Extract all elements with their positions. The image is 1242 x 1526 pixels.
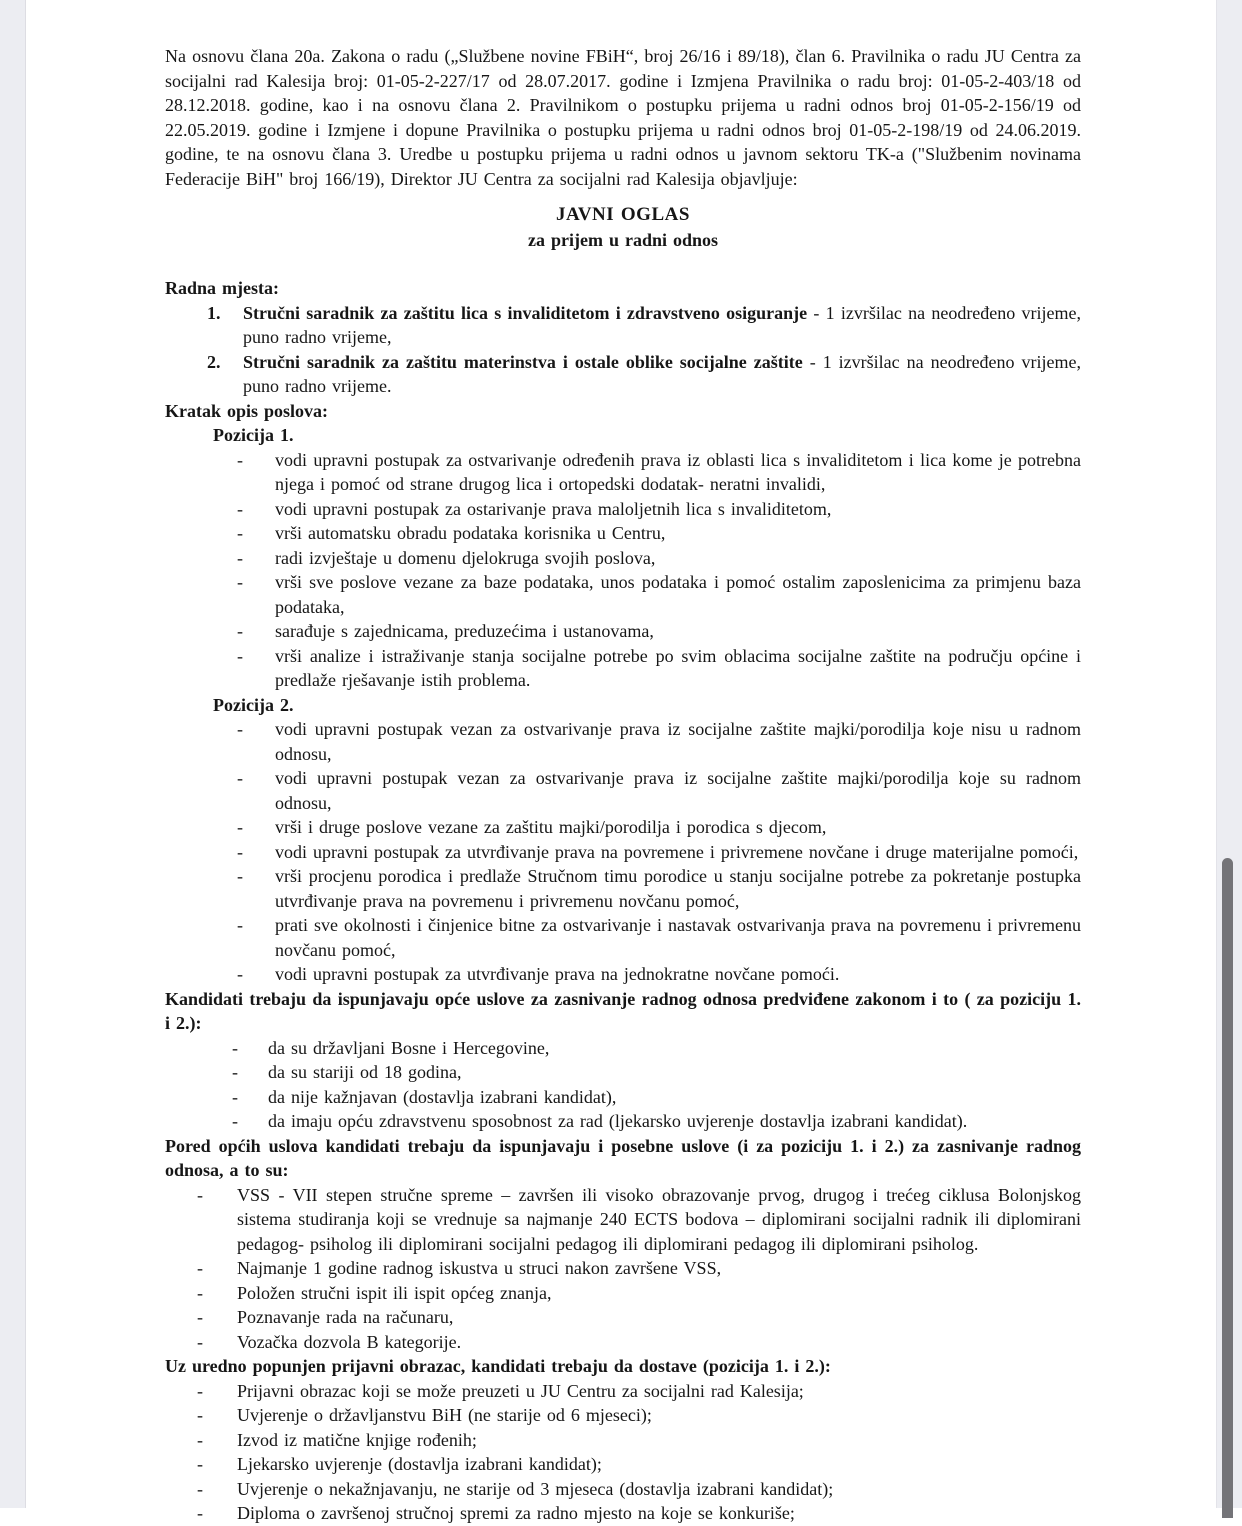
section-heading-posebni-uslovi: Pored općih uslova kandidati trebaju da ispunjavaju i posebne uslove (i za poziciju 1. i 2.) za zasnivanje radnog odnosa, a to su: xyxy=(165,1135,1081,1180)
dash-bullet: - xyxy=(237,915,243,935)
dash-bullet: - xyxy=(197,1282,203,1303)
dash-bullet: - xyxy=(197,1331,203,1352)
list-item-text: Položen stručni ispit ili ispit općeg znanja, xyxy=(237,1282,552,1303)
dash-bullet: - xyxy=(197,1380,203,1401)
list-item-text: radi izvještaje u domenu djelokruga svojih poslova, xyxy=(275,547,656,568)
scrollbar-thumb[interactable] xyxy=(1222,858,1233,1518)
list-item-text: VSS - VII stepen stručne spreme – završen ili visoko obrazovanje prvog, drugog i trećeg ciklusa Bolonjskog sistema studiranja koji se vrednuje sa najmanje 240 ECTS bodova – diplomirani socijalni radnik ili diplomirani pedagog- psiholog ili diplomirani socijalni pedagog ili diplomirani pedagog ili diplomirani psiholog. xyxy=(237,1184,1081,1254)
list-item xyxy=(165,1477,1081,1502)
list-item xyxy=(165,1036,1081,1061)
dash-bullet: - xyxy=(237,719,243,739)
dash-bullet: - xyxy=(232,1037,238,1058)
list-item-text: Ljekarsko uvjerenje (dostavlja izabrani kandidat); xyxy=(237,1454,602,1474)
list-item xyxy=(165,913,1081,962)
list-item xyxy=(165,1501,1081,1526)
list-item xyxy=(165,1428,1081,1453)
list-item-text: vrši analize i istraživanje stanja socijalne potrebe po svim oblacima socijalne zaštite na području općine i predlaže rješavanje istih problema. xyxy=(275,645,1081,690)
list-item xyxy=(165,1305,1081,1330)
job-item-text xyxy=(243,301,1081,350)
document-subtitle: za prijem u radni odnos xyxy=(527,229,719,250)
dash-bullet: - xyxy=(197,1258,203,1278)
list-item-text: vodi upravni postupak za utvrđivanje prava na jednokratne novčane pomoći. xyxy=(275,964,840,984)
list-item xyxy=(165,815,1081,840)
item-number: 1. xyxy=(207,302,221,323)
list-item-text: vodi upravni postupak za ostvarivanje određenih prava iz oblasti lica s invaliditetom i lica kome je potrebna njega i pomoć od strane drugog lica i ortopedski dodatak- neratni invalidi, xyxy=(275,449,1081,494)
title-block xyxy=(165,203,1081,252)
dash-bullet: - xyxy=(237,964,243,984)
job-item xyxy=(165,350,1081,399)
list-item xyxy=(165,1060,1081,1085)
list-item-text: Vozačka dozvola B kategorije. xyxy=(237,1331,462,1352)
job-item xyxy=(165,301,1081,350)
list-item xyxy=(165,766,1081,815)
dash-bullet: - xyxy=(237,572,243,592)
list-item-text: Uvjerenje o nekažnjavanju, ne starije od 3 mjeseca (dostavlja izabrani kandidat); xyxy=(237,1478,834,1499)
list-item-text: Uvjerenje o državljanstvu BiH (ne starije od 6 mjeseci); xyxy=(237,1405,652,1425)
list-item-text: da nije kažnjavan (dostavlja izabrani kandidat), xyxy=(268,1086,617,1107)
job-title: Stručni saradnik za zaštitu materinstva i ostale oblike socijalne zaštite xyxy=(243,351,803,372)
section-heading-dokumenti: Uz uredno popunjen prijavni obrazac, kandidati trebaju da dostave (pozicija 1. i 2.): xyxy=(165,1356,831,1376)
dash-bullet: - xyxy=(237,547,243,568)
list-item xyxy=(165,619,1081,644)
list-item xyxy=(165,644,1081,693)
list-item xyxy=(165,1109,1081,1134)
list-item-text: vrši automatsku obradu podataka korisnika u Centru, xyxy=(275,523,666,543)
list-item xyxy=(165,864,1081,913)
section-heading-kratak-opis: Kratak opis poslova: xyxy=(165,400,329,421)
viewer-gutter-left xyxy=(0,0,26,1508)
list-item xyxy=(165,497,1081,522)
job-item-text xyxy=(243,350,1081,399)
job-detail: - 1 izvršilac na neodređeno vrijeme, puno radno vrijeme. xyxy=(243,351,1081,396)
list-item-text: da su državljani Bosne i Hercegovine, xyxy=(268,1037,550,1058)
dash-bullet: - xyxy=(197,1307,203,1327)
item-number: 2. xyxy=(207,351,221,372)
list-item xyxy=(165,570,1081,619)
pozicija-2-label: Pozicija 2. xyxy=(213,694,294,715)
dash-bullet: - xyxy=(237,841,243,862)
document-content xyxy=(165,44,1081,1526)
list-item-text: vrši procjenu porodica i predlaže Stručnom timu porodice u stanju socijalne potrebe za pokretanje postupka utvrđivanje prava na povremenu i privremenu novčanu pomoć, xyxy=(275,866,1081,911)
list-item-text: prati sve okolnosti i činjenice bitne za ostvarivanje i nastavak ostvarivanja prava na povremenu i privremenu novčanu pomoć, xyxy=(275,915,1081,960)
list-item xyxy=(165,1256,1081,1281)
dash-bullet: - xyxy=(237,866,243,886)
dash-bullet: - xyxy=(237,621,243,641)
pozicija-1-label: Pozicija 1. xyxy=(213,425,294,445)
list-item xyxy=(165,1403,1081,1428)
list-item xyxy=(165,1085,1081,1110)
list-item xyxy=(165,521,1081,546)
dash-bullet: - xyxy=(232,1086,238,1107)
dash-bullet: - xyxy=(237,645,243,666)
list-item-text: sarađuje s zajednicama, preduzećima i ustanovama, xyxy=(275,621,654,641)
list-item-text: da su stariji od 18 godina, xyxy=(268,1062,462,1082)
dash-bullet: - xyxy=(237,523,243,543)
document-page xyxy=(26,0,1216,1523)
list-item-text: Najmanje 1 godine radnog iskustva u struci nakon završene VSS, xyxy=(237,1258,722,1278)
list-item xyxy=(165,717,1081,766)
list-item-text: vrši sve poslove vezane za baze podataka, unos podataka i pomoć ostalim zaposlenicima za primjenu baza podataka, xyxy=(275,572,1081,617)
dash-bullet: - xyxy=(232,1062,238,1082)
list-item xyxy=(165,840,1081,865)
list-item-text: vodi upravni postupak za utvrđivanje prava na povremene i privremene novčane i druge materijalne pomoći, xyxy=(275,841,1079,862)
list-item-text: vodi upravni postupak vezan za ostvarivanje prava iz socijalne zaštite majki/porodilja koje nisu u radnom odnosu, xyxy=(275,719,1081,764)
dash-bullet: - xyxy=(237,449,243,470)
list-item xyxy=(165,1330,1081,1355)
list-item-text: vodi upravni postupak vezan za ostvarivanje prava iz socijalne zaštite majki/porodilja koje su radnom odnosu, xyxy=(275,768,1081,813)
dash-bullet: - xyxy=(197,1454,203,1474)
list-item-text: vodi upravni postupak za ostarivanje prava maloljetnih lica s invaliditetom, xyxy=(275,498,832,519)
list-item-text: Prijavni obrazac koji se može preuzeti u JU Centru za socijalni rad Kalesija; xyxy=(237,1380,804,1401)
list-item xyxy=(165,448,1081,497)
job-detail: - 1 izvršilac na neodređeno vrijeme, puno radno vrijeme, xyxy=(243,302,1082,347)
dash-bullet: - xyxy=(197,1405,203,1425)
dash-bullet: - xyxy=(197,1503,203,1523)
dash-bullet: - xyxy=(237,498,243,519)
document-title: JAVNI OGLAS xyxy=(556,204,690,225)
list-item xyxy=(165,546,1081,571)
dash-bullet: - xyxy=(197,1429,203,1450)
dash-bullet: - xyxy=(237,768,243,788)
dash-bullet: - xyxy=(232,1111,238,1131)
list-item xyxy=(165,962,1081,987)
section-heading-opci-uslovi: Kandidati trebaju da ispunjavaju opće uslove za zasnivanje radnog odnosa predviđene zakonom i to ( za poziciju 1. i 2.): xyxy=(165,988,1081,1033)
list-item xyxy=(165,1379,1081,1404)
dash-bullet: - xyxy=(237,817,243,837)
intro-paragraph: Na osnovu člana 20a. Zakona o radu („Službene novine FBiH“, broj 26/16 i 89/18), član 6. Pravilnika o radu JU Centra za socijalni rad Kalesija broj: 01-05-2-227/17 od 28.07.2017. godine i Izmjena Pravilnika o radu broj: 01-05-2-403/18 od 28.12.2018. godine, kao i na osnovu člana 2. Pravilnikom o postupku prijema u radni odnos broj 01-05-2-156/19 od 22.05.2019. godine i Izmjene i dopune Pravilnika o postupku prijema u radni odnos broj 01-05-2-198/19 od 24.06.2019. godine, te na osnovu člana 3. Uredbe u postupku prijema u radni odnos u javnom sektoru TK-a ("Službenim novinama Federacije BiH" broj 166/19), Direktor JU Centra za socijalni rad Kalesija objavljuje: xyxy=(165,46,1081,189)
section-heading-radna-mjesta: Radna mjesta: xyxy=(165,278,279,298)
list-item-text: da imaju opću zdravstvenu sposobnost za rad (ljekarsko uvjerenje dostavlja izabrani kandidat). xyxy=(268,1111,968,1131)
list-item-text: Diploma o završenoj stručnoj spremi za radno mjesto na koje se konkuriše; xyxy=(237,1503,795,1523)
list-item-text: Poznavanje rada na računaru, xyxy=(237,1307,454,1327)
job-title: Stručni saradnik za zaštitu lica s invaliditetom i zdravstveno osiguranje xyxy=(243,302,808,323)
list-item-text: vrši i druge poslove vezane za zaštitu majki/porodilja i porodica s djecom, xyxy=(275,817,827,837)
dash-bullet: - xyxy=(197,1478,203,1499)
list-item xyxy=(165,1183,1081,1257)
list-item xyxy=(165,1281,1081,1306)
scrollbar-track[interactable] xyxy=(1216,0,1242,1508)
dash-bullet: - xyxy=(197,1184,203,1205)
list-item xyxy=(165,1452,1081,1477)
list-item-text: Izvod iz matične knjige rođenih; xyxy=(237,1429,477,1450)
